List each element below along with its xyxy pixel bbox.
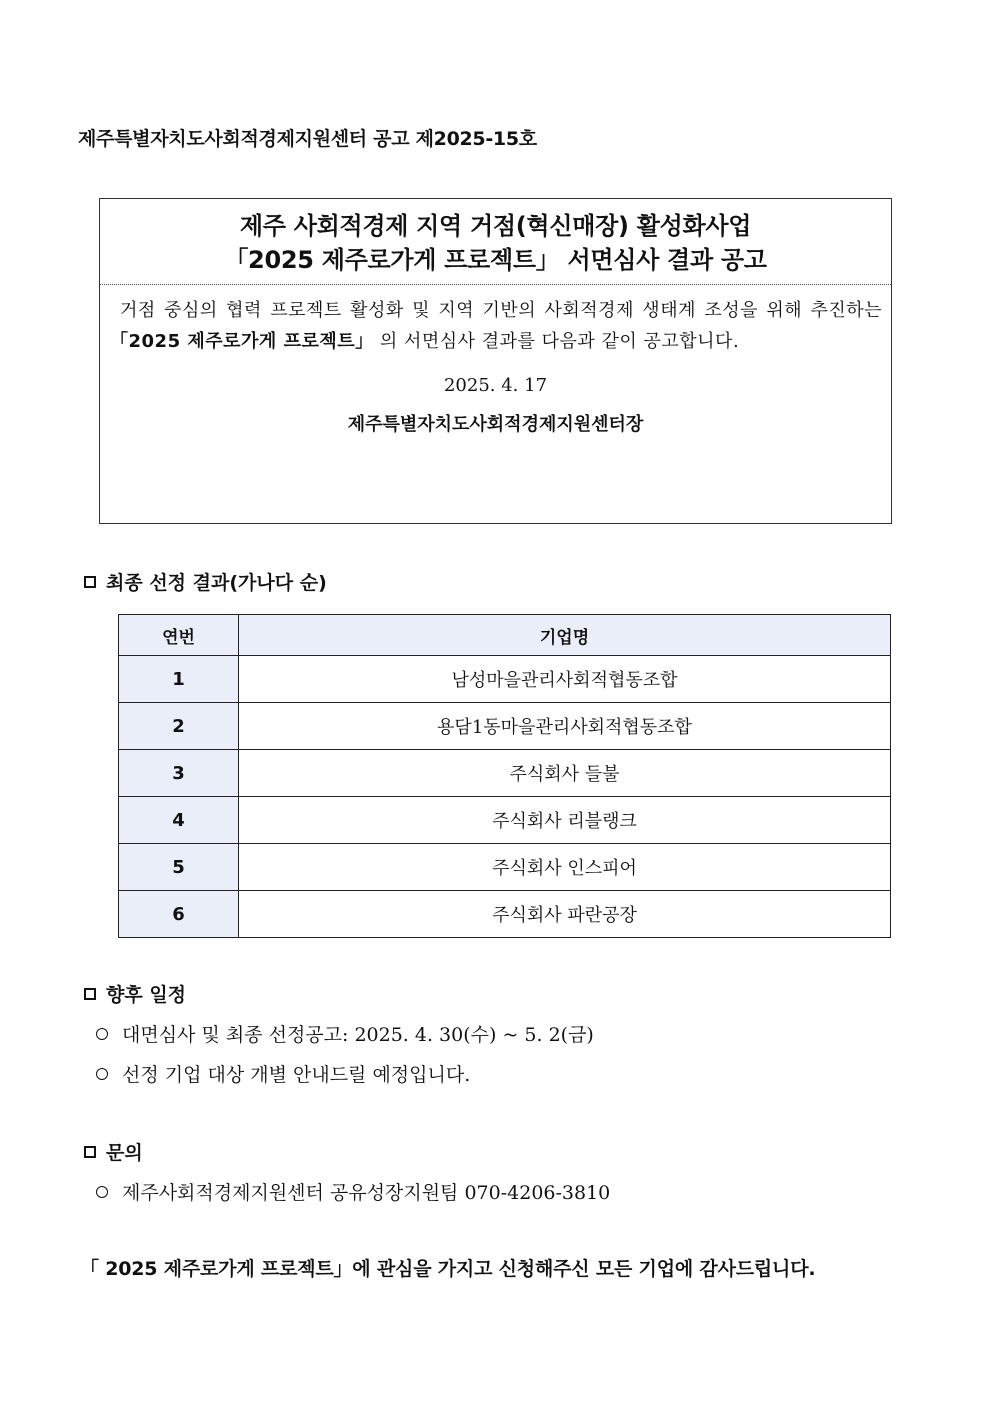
closing-message: 「 2025 제주로가게 프로젝트」에 관심을 가지고 신청해주신 모든 기업에 감사드립니다.	[80, 1258, 816, 1280]
results-table	[118, 614, 891, 938]
schedule-heading	[84, 980, 186, 1007]
contact-heading	[84, 1138, 143, 1165]
company-name: 주식회사 들불	[239, 750, 891, 797]
circle-bullet-icon	[96, 1068, 108, 1080]
announcement-box	[99, 198, 892, 524]
contact-item-text: 제주사회적경제지원센터 공유성장지원팀 070-4206-3810	[122, 1182, 611, 1204]
company-name: 주식회사 리블랭크	[239, 797, 891, 844]
schedule-item	[96, 1020, 594, 1047]
company-name: 남성마을관리사회적협동조합	[239, 656, 891, 703]
circle-bullet-icon	[96, 1028, 108, 1040]
checkbox-square-icon	[84, 576, 96, 588]
title-line-2: 「2025 제주로가게 프로젝트」 서면심사 결과 공고	[224, 246, 767, 274]
company-name: 주식회사 인스피어	[239, 844, 891, 891]
results-heading-text: 최종 선정 결과(가나다 순)	[106, 572, 327, 594]
contact-heading-text: 문의	[106, 1142, 143, 1164]
body-text-pre: 거점 중심의 협력 프로젝트 활성화 및 지역 기반의 사회적경제 생태계 조성을 위해 추진하는	[120, 300, 882, 321]
notice-number: 제주특별자치도사회적경제지원센터 공고 제2025-15호	[78, 128, 537, 150]
announcement-title	[100, 199, 891, 285]
announcement-body	[100, 285, 891, 357]
table-row	[119, 750, 891, 797]
schedule-item	[96, 1060, 470, 1087]
row-number: 6	[119, 891, 239, 938]
row-number: 3	[119, 750, 239, 797]
column-header-no: 연번	[119, 615, 239, 656]
row-number: 2	[119, 703, 239, 750]
table-row	[119, 797, 891, 844]
table-header-row	[119, 615, 891, 656]
schedule-heading-text: 향후 일정	[106, 984, 187, 1006]
results-heading	[84, 568, 327, 595]
contact-item	[96, 1178, 610, 1205]
body-project-name: 「2025 제주로가게 프로젝트」	[110, 331, 374, 352]
body-text-post: 의 서면심사 결과를 다음과 같이 공고합니다.	[379, 331, 740, 352]
title-line-1: 제주 사회적경제 지역 거점(혁신매장) 활성화사업	[239, 212, 752, 240]
row-number: 5	[119, 844, 239, 891]
column-header-company: 기업명	[239, 615, 891, 656]
company-name: 주식회사 파란공장	[239, 891, 891, 938]
schedule-item-text: 선정 기업 대상 개별 안내드릴 예정입니다.	[122, 1064, 471, 1086]
row-number: 4	[119, 797, 239, 844]
schedule-item-text: 대면심사 및 최종 선정공고: 2025. 4. 30(수) ~ 5. 2(금)	[122, 1024, 594, 1046]
checkbox-square-icon	[84, 988, 96, 1000]
announcement-date: 2025. 4. 17	[443, 375, 548, 396]
table-row	[119, 656, 891, 703]
table-row	[119, 703, 891, 750]
circle-bullet-icon	[96, 1186, 108, 1198]
table-row	[119, 891, 891, 938]
announcement-signatory: 제주특별자치도사회적경제지원센터장	[347, 414, 644, 435]
checkbox-square-icon	[84, 1146, 96, 1158]
row-number: 1	[119, 656, 239, 703]
company-name: 용담1동마을관리사회적협동조합	[239, 703, 891, 750]
table-row	[119, 844, 891, 891]
